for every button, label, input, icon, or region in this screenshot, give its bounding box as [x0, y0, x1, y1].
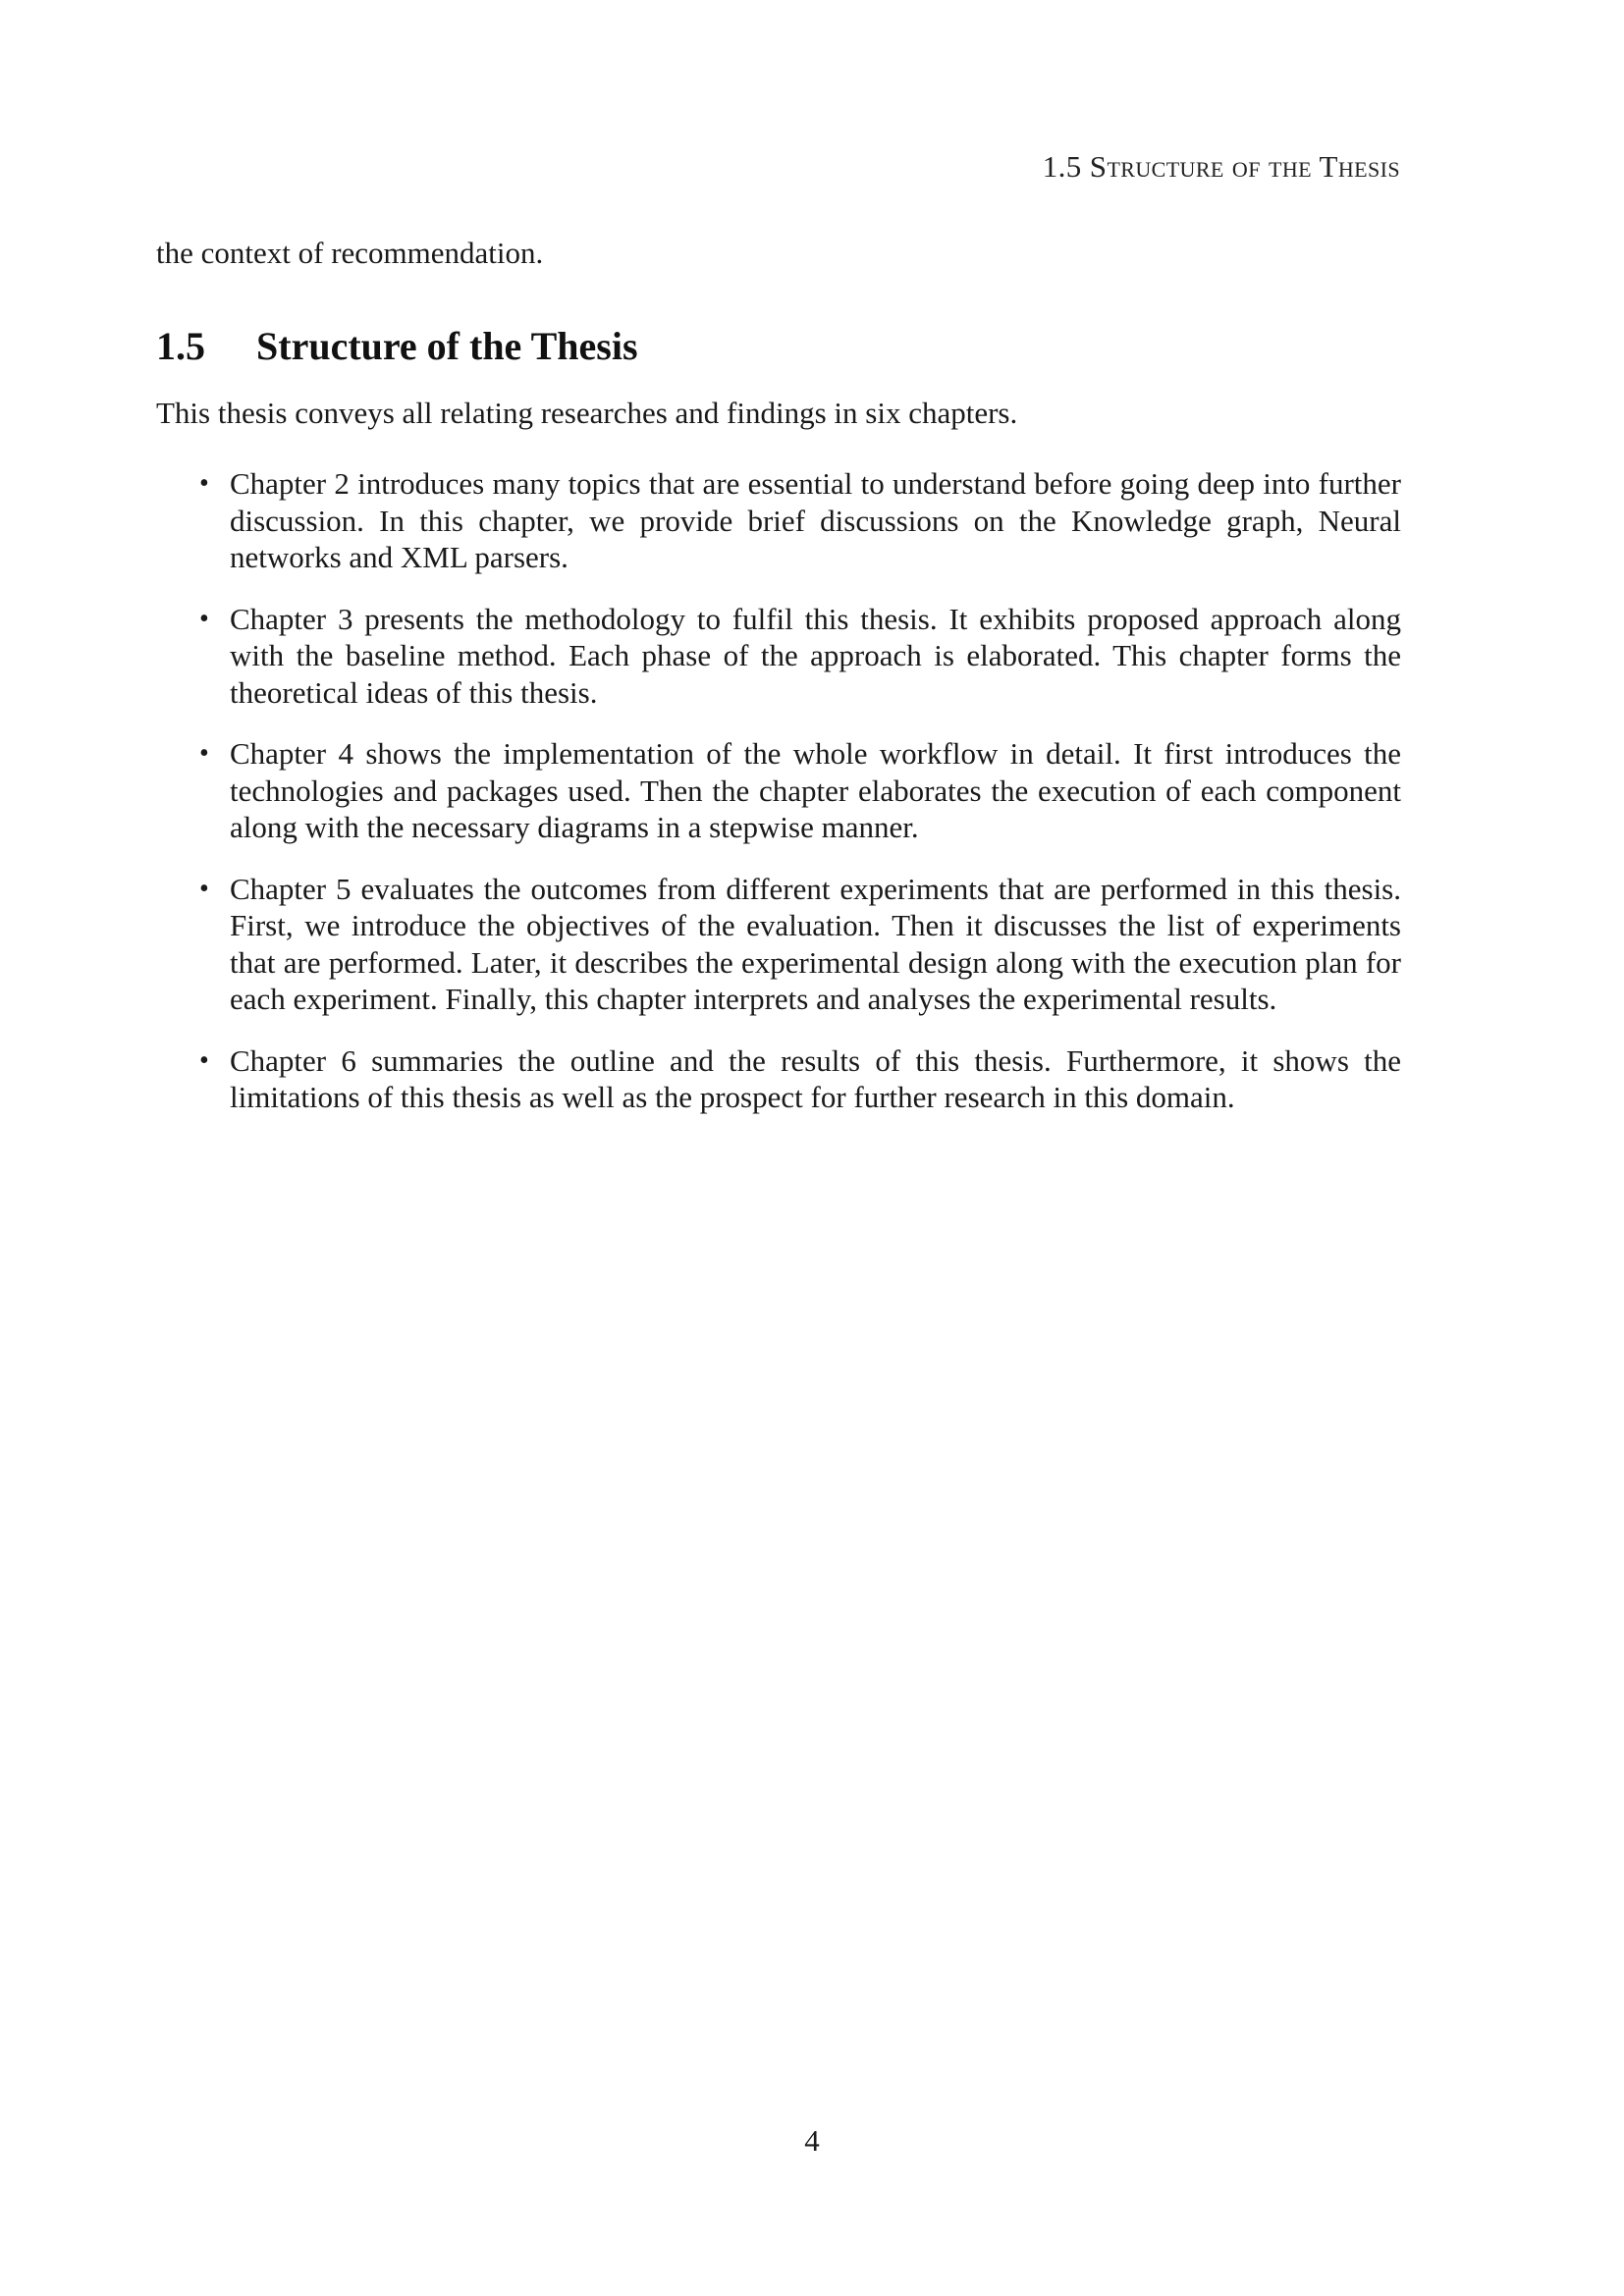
continuation-paragraph: the context of recommendation. — [156, 236, 544, 270]
bullet-icon: • — [199, 873, 209, 904]
bullet-icon: • — [199, 468, 209, 499]
list-item-text: Chapter 5 evaluates the outcomes from different experiments that are performed in this thesis. First, we introduce the objectives of the evaluation. Then it discusses the list of experiments that are performed. Later, it describes the experimental design along with the execution plan for each experiment. Finally, this chapter interprets and analyses the experimental results. — [230, 871, 1401, 1016]
bullet-icon: • — [199, 1044, 209, 1076]
list-item-text: Chapter 2 introduces many topics that are essential to understand before going deep into further discussion. In this chapter, we provide brief discussions on the Knowledge graph, Neural networks and XML parsers. — [230, 466, 1401, 574]
running-header: 1.5 Structure of the Thesis — [1042, 149, 1400, 184]
list-item-text: Chapter 4 shows the implementation of the whole workflow in detail. It first introduces the technologies and packages used. Then the chapter elaborates the execution of each component along with the necessary diagrams in a stepwise manner. — [230, 736, 1401, 844]
list-item — [156, 871, 1401, 1018]
list-item — [156, 465, 1401, 576]
list-item — [156, 1042, 1401, 1116]
section-heading — [156, 321, 638, 372]
bullet-icon: • — [199, 603, 209, 634]
section-intro-paragraph: This thesis conveys all relating researches and findings in six chapters. — [156, 396, 1018, 430]
bullet-icon: • — [199, 738, 209, 769]
list-item — [156, 735, 1401, 846]
section-title: Structure of the Thesis — [256, 324, 638, 368]
chapter-list — [156, 465, 1401, 1141]
page-number: 4 — [804, 2123, 820, 2158]
list-item-text: Chapter 3 presents the methodology to fulfil this thesis. It exhibits proposed approach along with the baseline method. Each phase of the approach is elaborated. This chapter forms the theoretical ideas of this thesis. — [230, 601, 1401, 710]
section-number: 1.5 — [156, 324, 205, 368]
list-item — [156, 601, 1401, 712]
list-item-text: Chapter 6 summaries the outline and the results of this thesis. Furthermore, it shows the limitations of this thesis as well as the prospect for further research in this domain. — [230, 1042, 1401, 1114]
